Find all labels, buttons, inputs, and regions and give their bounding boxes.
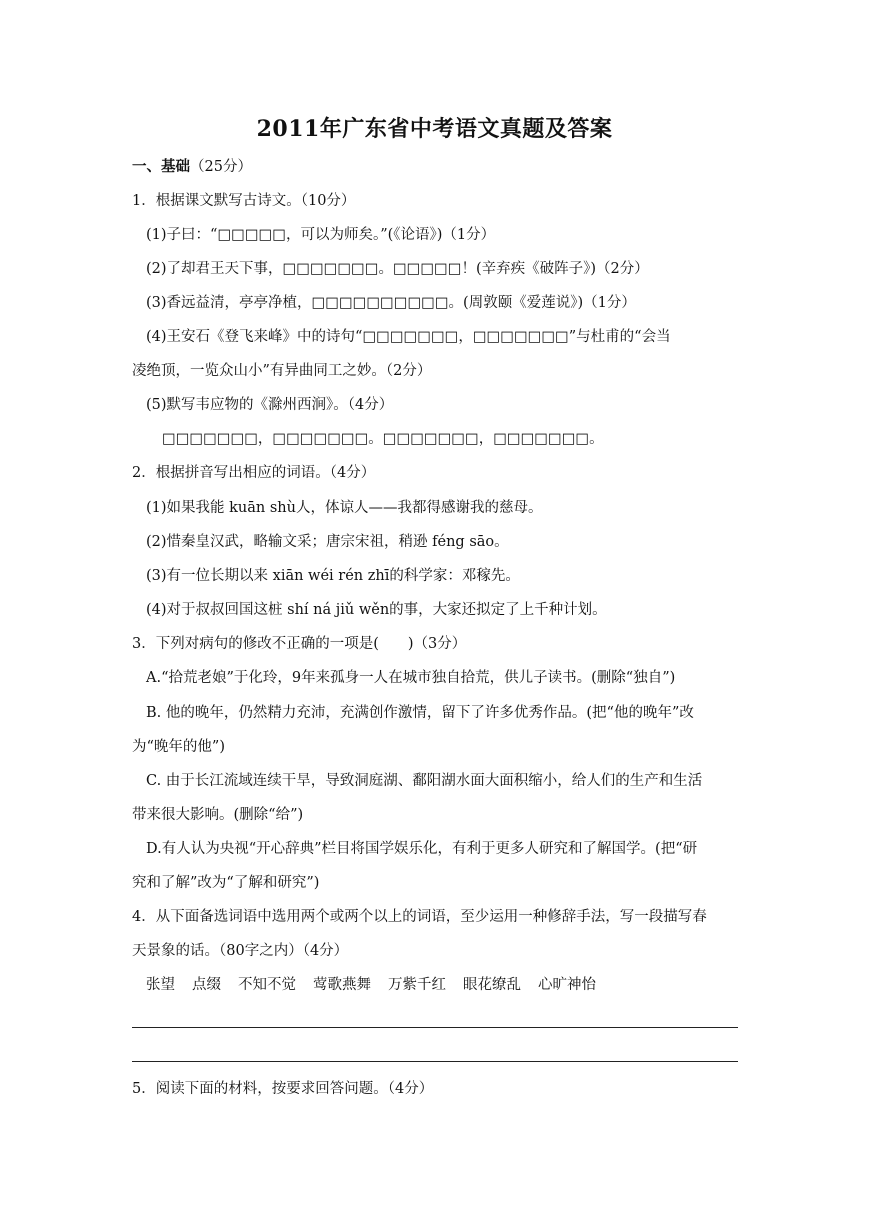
q1-part2: (2)了却君王天下事，□□□□□□□。□□□□□！(辛弃疾《破阵子》)（2分）: [146, 261, 649, 277]
q4-stem-line1: 4．从下面备选词语中选用两个或两个以上的词语，至少运用一种修辞手法，写一段描写春: [132, 909, 707, 925]
q2-part3: (3)有一位长期以来 xiān wéi rén zhī的科学家：邓稼先。: [146, 568, 520, 584]
q3-option-d-line1: D.有人认为央视“开心辞典”栏目将国学娱乐化，有利于更多人研究和了解国学。(把“研: [146, 841, 698, 857]
q4-word-list: [146, 975, 756, 995]
q4-word: 心旷神怡: [538, 977, 596, 993]
answer-line: [132, 1061, 738, 1062]
q1-part4-line2: 凌绝顶，一览众山小”有异曲同工之妙。（2分）: [132, 363, 432, 379]
q4-word: 点缀: [192, 977, 221, 993]
q3-option-c-line1: C. 由于长江流域连续干旱，导致洞庭湖、鄱阳湖水面大面积缩小，给人们的生产和生活: [146, 773, 703, 789]
q3-option-a: A.“拾荒老娘”于化玲，9年来孤身一人在城市独自拾荒，供儿子读书。(删除“独自”): [146, 670, 676, 686]
q1-part4-line1: (4)王安石《登飞来峰》中的诗句“□□□□□□□，□□□□□□□”与杜甫的“会当: [146, 329, 671, 345]
q4-word: 眼花缭乱: [463, 977, 521, 993]
q3-option-b-line2: 为“晚年的他”): [132, 739, 225, 755]
q2-stem: 2．根据拼音写出相应的词语。（4分）: [132, 465, 376, 481]
q1-stem: 1．根据课文默写古诗文。（10分）: [132, 193, 356, 209]
q4-word: 不知不觉: [238, 977, 296, 993]
q5-stem: 5．阅读下面的材料，按要求回答问题。（4分）: [132, 1081, 434, 1097]
q1-part5: (5)默写韦应物的《滁州西涧》。（4分）: [146, 397, 394, 413]
q1-part1: (1)子曰：“□□□□□，可以为师矣。”(《论语》)（1分）: [146, 227, 496, 243]
q3-option-c-line2: 带来很大影响。(删除“给”): [132, 807, 304, 823]
q2-part4: (4)对于叔叔回国这桩 shí ná jiǔ wěn的事，大家还拟定了上千种计划。: [146, 602, 607, 618]
q1-part3: (3)香远益清，亭亭净植，□□□□□□□□□□。(周敦颐《爱莲说》)（1分）: [146, 295, 636, 311]
q2-part2: (2)惜秦皇汉武，略输文采；唐宗宋祖，稍逊 féng sāo。: [146, 534, 509, 550]
q3-option-d-line2: 究和了解”改为“了解和研究”): [132, 875, 320, 891]
section-heading-score: （25分）: [190, 159, 252, 175]
q1-part5-blanks: □□□□□□□，□□□□□□□。□□□□□□□，□□□□□□□。: [162, 431, 604, 447]
q4-stem-line2: 天景象的话。（80字之内）（4分）: [132, 943, 349, 959]
document-title: 2011年广东省中考语文真题及答案: [256, 116, 613, 142]
q4-word: 莺歌燕舞: [313, 977, 371, 993]
answer-line: [132, 1027, 738, 1028]
q2-part1: (1)如果我能 kuān shù人，体谅人——我都得感谢我的慈母。: [146, 500, 543, 516]
q4-word: 万紫千红: [388, 977, 446, 993]
section-heading-label: 一、基础: [132, 158, 190, 175]
q3-option-b-line1: B. 他的晚年，仍然精力充沛，充满创作激情，留下了许多优秀作品。(把“他的晚年”改: [146, 705, 694, 721]
q4-word: 张望: [146, 977, 175, 993]
section-heading: [132, 157, 742, 177]
q3-stem: 3．下列对病句的修改不正确的一项是( )（3分）: [132, 636, 467, 652]
